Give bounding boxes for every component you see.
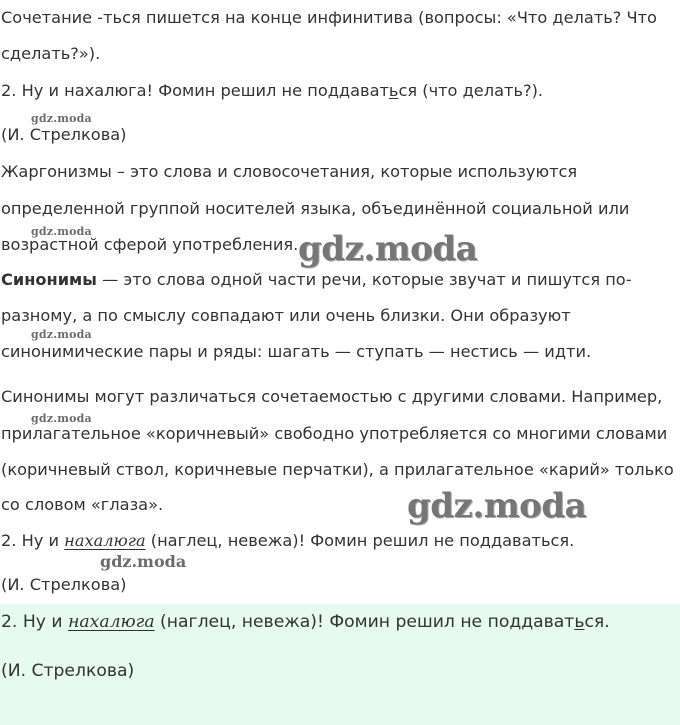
sentence-part: 2. Ну и bbox=[1, 612, 69, 632]
watermark-large: gdz.moda bbox=[407, 486, 587, 526]
watermark-small: gdz.moda bbox=[31, 328, 92, 341]
watermark-large: gdz.moda bbox=[298, 229, 478, 269]
example-sentence bbox=[1, 81, 543, 101]
handwritten-word: нахалюга bbox=[68, 612, 155, 632]
example-sentence bbox=[1, 531, 574, 551]
watermark-small: gdz.moda bbox=[31, 225, 92, 238]
text-line: разному, а по смыслу совпадают или очень близки. Они образуют bbox=[1, 306, 571, 325]
author-citation: (И. Стрелкова) bbox=[1, 125, 127, 144]
watermark-small: gdz.moda bbox=[31, 412, 92, 425]
author-citation: (И. Стрелкова) bbox=[1, 575, 127, 594]
text-line: со словом «глаза». bbox=[1, 495, 164, 514]
sentence-part: ся. bbox=[584, 612, 610, 632]
text-line: (коричневый ствол, коричневые перчатки), а прилагательное «карий» только bbox=[1, 460, 674, 479]
text-line: Жаргонизмы – это слова и словосочетания, которые используются bbox=[1, 162, 578, 181]
answer-sentence bbox=[1, 612, 610, 632]
text-line: Сочетание -ться пишется на конце инфинитива (вопросы: «Что делать? Что bbox=[1, 8, 657, 27]
text-line: сделать?»). bbox=[1, 44, 101, 63]
sentence-part: (наглец, невежа)! Фомин решил не поддават bbox=[154, 612, 575, 632]
watermark-medium: gdz.moda bbox=[100, 552, 187, 571]
handwritten-word: нахалюга bbox=[64, 531, 146, 550]
sentence-part: ся (что делать?). bbox=[398, 81, 544, 100]
underlined-letter: ь bbox=[574, 612, 585, 632]
term-synonyms: Синонимы bbox=[1, 270, 97, 289]
text-line: возрастной сферой употребления. bbox=[1, 235, 299, 254]
underlined-letter: ь bbox=[388, 81, 399, 100]
sentence-part: 2. Ну и нахалюга! Фомин решил не поддават bbox=[1, 81, 389, 100]
text-line: Синонимы могут различаться сочетаемостью с другими словами. Например, bbox=[1, 387, 663, 406]
text-line: синонимические пары и ряды: шагать — ступать — нестись — идти. bbox=[1, 342, 592, 361]
definition-text: — это слова одной части речи, которые звучат и пишутся по- bbox=[96, 270, 632, 289]
sentence-part: (наглец, невежа)! Фомин решил не поддаваться. bbox=[145, 531, 575, 550]
text-line: определенной группой носителей языка, объединённой социальной или bbox=[1, 199, 630, 218]
author-citation: (И. Стрелкова) bbox=[1, 661, 135, 681]
sentence-part: 2. Ну и bbox=[1, 531, 65, 550]
text-line: прилагательное «коричневый» свободно употребляется со многими словами bbox=[1, 424, 668, 443]
watermark-small: gdz.moda bbox=[31, 112, 92, 125]
definition-line bbox=[1, 270, 632, 290]
